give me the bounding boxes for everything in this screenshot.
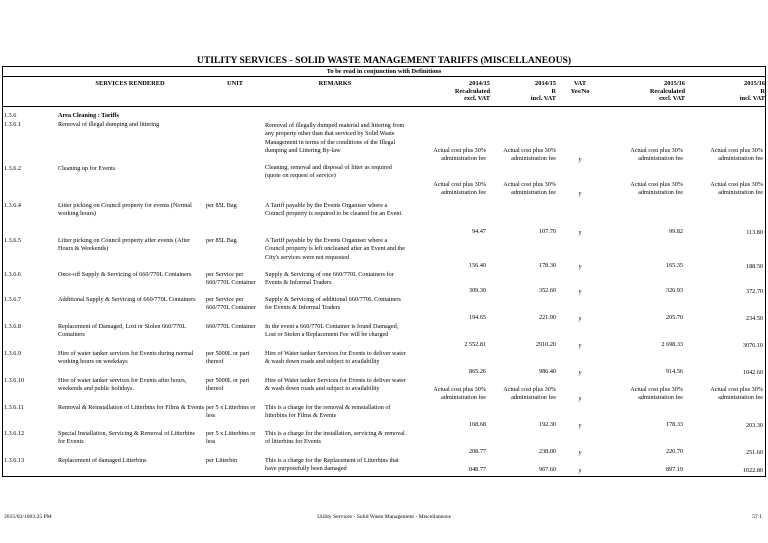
page-title: UTILITY SERVICES - SOLID WASTE MANAGEMENT TARIFFS (MISCELLANEOUS) [196, 55, 572, 66]
row-2015-excl: 326.93 [665, 287, 683, 294]
row-2015-incl: Actual cost plus 30% administration fee [710, 386, 763, 401]
row-2014-excl: Actual cost plus 30% administration fee [433, 386, 486, 401]
row-2014-incl: 967.60 [538, 466, 556, 473]
row-code: 1.3.6.12 [4, 430, 25, 437]
right-border [765, 66, 766, 476]
row-unit: per 85L Bag [206, 202, 237, 209]
row-remarks: This is a charge for the Replacement of Litterbins that have purposefully been damaged [265, 457, 399, 473]
footer-timestamp: 2015/03/1603:25 PM [4, 514, 52, 520]
row-remarks: This is a charge for the installation, servicing & removal of litterbins for Events [265, 430, 405, 446]
row-unit: per 5 x Litterbins or less [206, 404, 256, 420]
row-2014-incl: Actual cost plus 30% administration fee [503, 181, 556, 196]
row-2015-incl: Actual cost plus 30% administration fee [710, 181, 763, 196]
row-2014-excl: 865.26 [468, 368, 486, 375]
header-rule [2, 106, 766, 107]
row-vat: y [578, 342, 582, 349]
row-2014-excl: 156.40 [468, 262, 486, 269]
row-service: Special Installation, Servicing & Removal of Litterbins for Events [58, 430, 195, 446]
row-service: Once-off Supply & Servicing of 660/770L Containers [58, 271, 192, 278]
row-service: Litter picking on Council property after events (After Hours & Weekends) [58, 237, 191, 253]
row-2015-incl: Actual cost plus 30% administration fee [710, 147, 763, 162]
row-2014-excl: 94.47 [472, 228, 486, 235]
row-2014-incl: 107.70 [538, 228, 556, 235]
header-2015-incl: 2015/16 R incl. VAT [739, 80, 765, 102]
row-2014-incl: 221.90 [538, 314, 556, 321]
row-vat: y [578, 190, 582, 197]
section-heading: Area Cleaning : Tariffs [58, 112, 119, 119]
row-2015-excl: 897.19 [665, 466, 683, 473]
row-2015-excl: Actual cost plus 30% administration fee [630, 386, 683, 401]
footer-document-name: Utility Services - Solid Waste Management - Miscellaneous [317, 514, 451, 520]
row-unit: per Litterbin [206, 457, 238, 464]
row-remarks: Supply & Servicing of one 660/770L Containers for Events & Informal Traders [265, 271, 394, 287]
row-2015-incl: 234.50 [745, 315, 763, 322]
page-subtitle: To be read in conjunction with Definitions [326, 68, 442, 75]
row-2015-excl: 205.70 [665, 314, 683, 321]
row-vat: y [578, 288, 582, 295]
row-code: 1.3.6.1 [4, 121, 22, 128]
row-2015-excl: 178.33 [665, 421, 683, 428]
row-remarks: A Tariff payable by the Events Organiser where a Council property is left uncleaned after an Event and the City's services were not requested [265, 237, 406, 261]
row-2015-excl: Actual cost plus 30% administration fee [630, 147, 683, 162]
row-vat: y [578, 263, 582, 270]
row-2014-excl: Actual cost plus 30% administration fee [433, 147, 486, 162]
row-vat: y [578, 395, 582, 402]
row-service: Litter picking on Council property for events (Normal working hours) [58, 202, 192, 218]
row-service: Cleaning up for Events [58, 165, 116, 172]
row-service: Removal of illegal dumping and littering [58, 121, 160, 128]
row-code: 1.3.6.13 [4, 457, 25, 464]
row-2014-excl: 194.65 [468, 314, 486, 321]
row-2015-excl: 2 698.33 [661, 341, 683, 348]
row-code: 1.3.6.6 [4, 271, 22, 278]
row-2014-excl: 168.68 [468, 421, 486, 428]
header-remarks: REMARKS [318, 80, 352, 87]
subtitle-rule [2, 76, 766, 77]
row-2015-excl: 99.82 [669, 228, 683, 235]
row-2014-excl: 848.77 [468, 466, 486, 473]
row-2015-excl: 914.56 [665, 368, 683, 375]
header-unit: UNIT [227, 80, 243, 87]
row-remarks: Removal of illegally dumped material and littering from any property other than that serviced by Solid Waste Management in terms of the conditions of the Illegal dumping and Littering By-law [265, 122, 405, 154]
row-vat: y [578, 229, 582, 236]
row-2015-incl: 372.70 [745, 288, 763, 295]
row-2015-incl: 203.30 [745, 422, 763, 429]
row-2014-excl: 2 552.81 [464, 341, 486, 348]
row-2014-incl: 178.30 [538, 262, 556, 269]
row-vat: y [578, 422, 582, 429]
row-unit: per Service per 660/770L Container [206, 296, 256, 312]
row-vat: y [578, 467, 582, 474]
footer-page-number: 57.1 [752, 514, 762, 520]
row-remarks: Cleaning, removal and disposal of litter as required (quote on request of service) [265, 164, 392, 180]
row-vat: y [578, 369, 582, 376]
row-vat: y [578, 449, 582, 456]
row-unit: per 5 x Litterbins or less [206, 430, 256, 446]
row-code: 1.3.6.4 [4, 202, 22, 209]
row-2015-incl: 1022.80 [742, 467, 763, 474]
row-unit: per 5000L or part thereof [206, 377, 250, 393]
row-code: 1.3.6 [4, 112, 17, 119]
header-vat: VAT Yes/No [570, 80, 590, 95]
row-2014-incl: 352.60 [538, 287, 556, 294]
row-2015-incl: 188.50 [745, 263, 763, 270]
row-2014-incl: Actual cost plus 30% administration fee [503, 386, 556, 401]
row-remarks: This is a charge for the removal & reinstallation of litterbins for Films & Events [265, 404, 391, 420]
row-2014-incl: Actual cost plus 30% administration fee [503, 147, 556, 162]
row-remarks: Hire of Water tanker Services for Events to deliver water & wash down roads and subject to availability [265, 350, 406, 366]
row-service: Hire of water tanker services for Events after hours, weekends and public holidays. [58, 377, 187, 393]
row-2015-incl: 251.60 [745, 449, 763, 456]
row-2015-excl: 165.35 [665, 262, 683, 269]
row-2015-incl: 113.80 [746, 229, 763, 236]
row-2014-excl: Actual cost plus 30% administration fee [433, 181, 486, 196]
row-remarks: A Tariff payable by the Events Organiser where a Council property is required to be cleaned for an Event [265, 202, 402, 218]
row-code: 1.3.6.7 [4, 296, 22, 303]
row-2014-incl: 2910.20 [535, 341, 556, 348]
row-vat: y [578, 315, 582, 322]
row-2014-incl: 238.00 [538, 448, 556, 455]
row-service: Replacement of Damaged, Lost or Stolen 660/770L Containers [58, 323, 186, 339]
row-unit: per 85L Bag [206, 237, 237, 244]
header-2014-incl: 2014/15 R incl. VAT [530, 80, 556, 102]
row-2015-incl: 3076.10 [742, 342, 763, 349]
row-service: Replacement of damaged Litterbins [58, 457, 147, 464]
bottom-rule [2, 476, 766, 477]
row-code: 1.3.6.9 [4, 350, 22, 357]
row-code: 1.3.6.11 [4, 404, 24, 411]
row-2015-excl: Actual cost plus 30% administration fee [630, 181, 683, 196]
header-services: SERVICES RENDERED [95, 80, 165, 87]
header-2014-excl: 2014/15 Recalculated excl. VAT [454, 80, 490, 102]
row-remarks: Supply & Servicing of additional 660/770L Containers for Events & Informal Traders [265, 296, 401, 312]
row-2014-excl: 309.30 [468, 287, 486, 294]
row-2014-excl: 208.77 [468, 448, 486, 455]
row-vat: y [578, 156, 582, 163]
row-remarks: Hire of Water tanker Services for Events to deliver water & wash down roads and subject to availability [265, 377, 406, 393]
row-unit: per 5000L or part thereof [206, 350, 250, 366]
row-code: 1.3.6.8 [4, 323, 22, 330]
row-code: 1.3.6.5 [4, 237, 22, 244]
row-2015-incl: 1042.60 [742, 369, 763, 376]
row-remarks: In the event a 660/770L Container is found Damaged, Lost or Stolen a Replacement Fee will be charged [265, 323, 399, 339]
row-unit: 660/770L Container [206, 323, 256, 330]
row-code: 1.3.6.2 [4, 165, 22, 172]
left-border [2, 66, 3, 476]
row-service: Hire of water tanker services for Events during normal working hours on weekdays [58, 350, 194, 366]
row-2015-excl: 220.70 [665, 448, 683, 455]
row-service: Removal & Reinstallation of Litterbins for Films & Events [58, 404, 205, 411]
row-unit: per Service per 660/770L Container [206, 271, 256, 287]
header-2015-excl: 2015/16 Recalculated excl. VAT [649, 80, 685, 102]
row-2014-incl: 986.40 [538, 368, 556, 375]
row-service: Additional Supply & Servicing of 660/770L Containers [58, 296, 196, 303]
title-rule [2, 66, 766, 67]
row-2014-incl: 192.30 [538, 421, 556, 428]
row-code: 1.3.6.10 [4, 377, 25, 384]
